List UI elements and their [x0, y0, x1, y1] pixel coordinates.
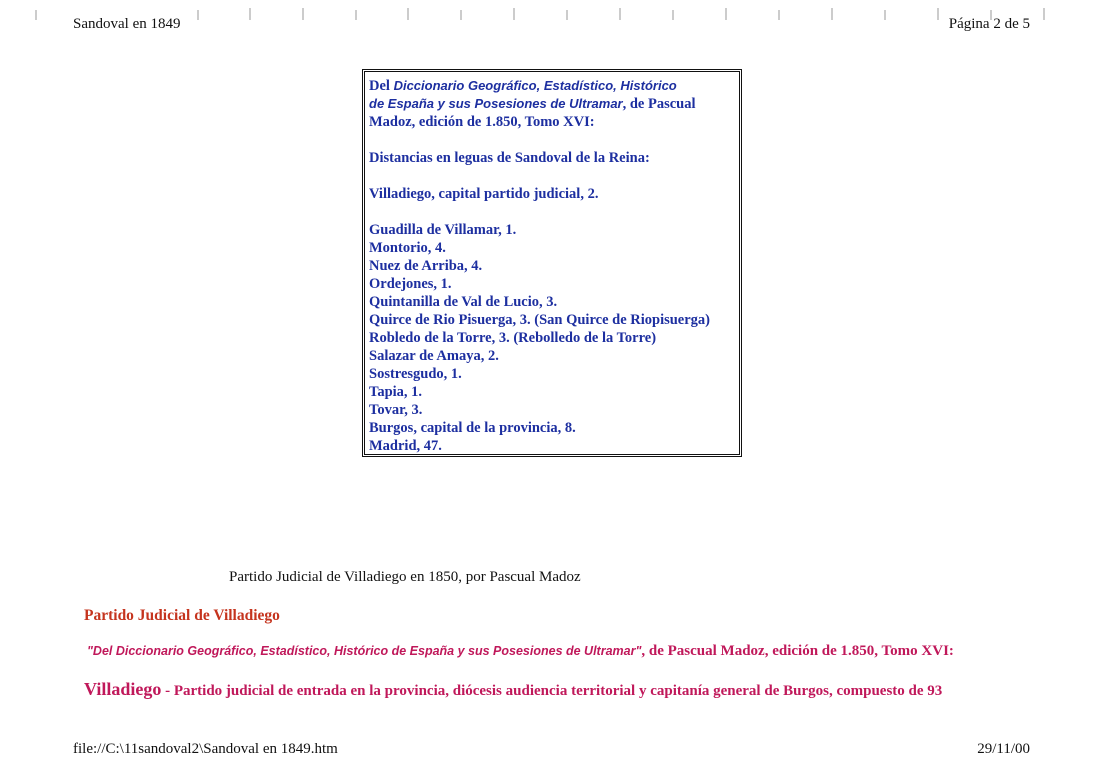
- place-list: [369, 221, 735, 455]
- paragraph-lead: Villadiego: [84, 679, 162, 699]
- distances-heading: Distancias en leguas de Sandoval de la Reina:: [369, 150, 650, 166]
- list-item: Quirce de Rio Pisuerga, 3. (San Quirce de Riopisuerga): [369, 312, 711, 328]
- box-intro-line-3: Madoz, edición de 1.850, Tomo XVI:: [369, 114, 595, 130]
- citation-title: "Del Diccionario Geográfico, Estadístico, Histórico de España y sus Posesiones de Ultramar": [87, 644, 642, 658]
- list-item: Robledo de la Torre, 3. (Rebolledo de la Torre): [369, 330, 657, 346]
- paragraph: [84, 679, 942, 700]
- book-title-part-1: Diccionario Geográfico, Estadístico, Histórico: [393, 78, 677, 93]
- section-title: Partido Judicial de Villadiego: [84, 607, 280, 624]
- citation-line: [87, 643, 954, 660]
- box-intro-line-2: de España y sus Posesiones de Ultramar, de Pascual: [369, 96, 696, 112]
- book-title-part-2: de España y sus Posesiones de Ultramar: [369, 96, 623, 111]
- list-item: Sostresgudo, 1.: [369, 366, 462, 382]
- distances-box: [362, 69, 742, 457]
- page-number: Página 2 de 5: [948, 16, 1030, 32]
- list-item: Montorio, 4.: [369, 240, 446, 256]
- list-item: Tapia, 1.: [369, 384, 423, 400]
- paragraph-text: - Partido judicial de entrada en la provincia, diócesis audiencia territorial y capitanía general de Burgos, compuesto de 93: [161, 683, 943, 699]
- header-title: Sandoval en 1849: [73, 16, 181, 32]
- list-item: Guadilla de Villamar, 1.: [369, 222, 517, 238]
- list-item: Burgos, capital de la provincia, 8.: [369, 420, 576, 436]
- footer-date: 29/11/00: [977, 741, 1030, 757]
- list-item: Salazar de Amaya, 2.: [369, 348, 499, 364]
- list-item: Quintanilla de Val de Lucio, 3.: [369, 294, 558, 310]
- figure-caption: Partido Judicial de Villadiego en 1850, por Pascual Madoz: [229, 569, 581, 585]
- box-intro-line-1: Del Diccionario Geográfico, Estadístico, Histórico: [369, 78, 677, 94]
- list-item: Ordejones, 1.: [369, 276, 452, 292]
- list-item: Madrid, 47.: [369, 438, 442, 454]
- citation-rest: , de Pascual Madoz, edición de 1.850, Tomo XVI:: [641, 643, 954, 659]
- footer-file-path: file://C:\11sandoval2\Sandoval en 1849.htm: [73, 741, 338, 757]
- capital-line: Villadiego, capital partido judicial, 2.: [369, 186, 599, 202]
- list-item: Nuez de Arriba, 4.: [369, 258, 483, 274]
- list-item: Tovar, 3.: [369, 402, 423, 418]
